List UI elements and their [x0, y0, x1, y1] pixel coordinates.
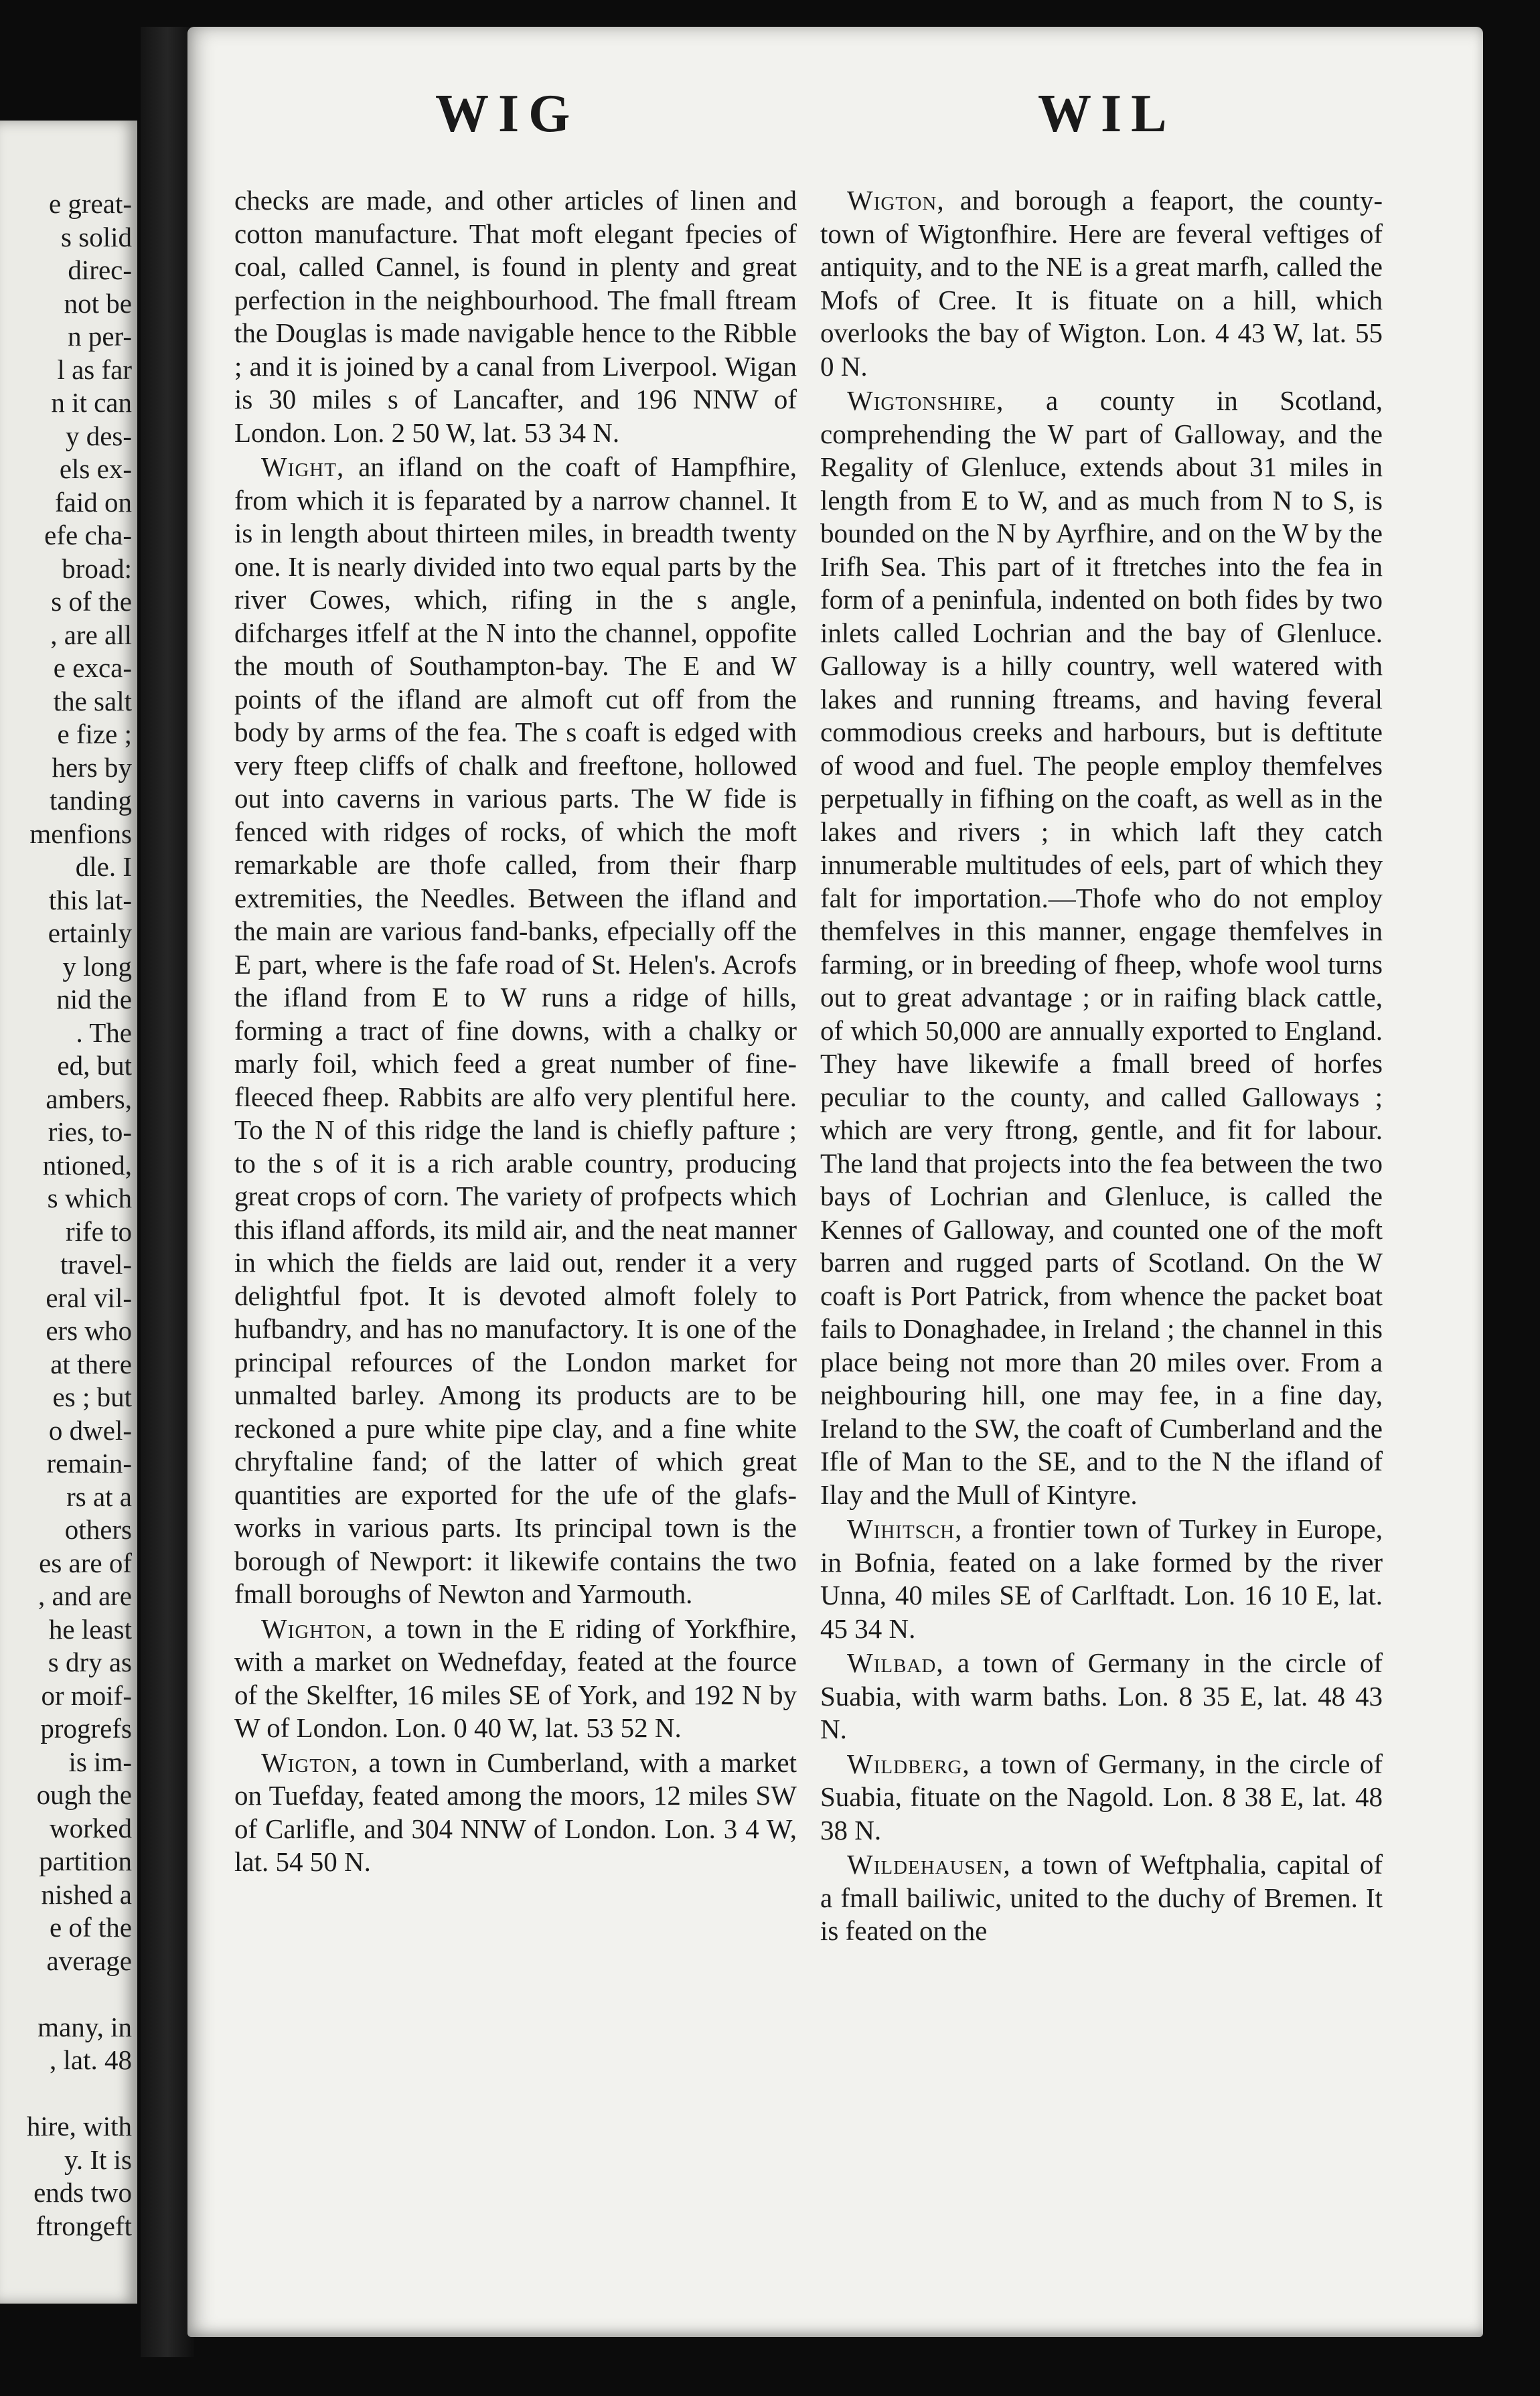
left-column [234, 184, 797, 1879]
entry-wigtonshire [820, 384, 1383, 1511]
entry-text: a town of Weftphalia, capital of a fmall bailiwic, united to the duchy of Bremen. It is feated on the [820, 1849, 1383, 1946]
left-fragment-line: ambers, [46, 1083, 132, 1114]
left-page-edge [0, 121, 137, 2304]
headword: Wight, [261, 451, 345, 482]
headword: Wigton, [261, 1746, 359, 1778]
page [187, 27, 1483, 2337]
left-page-text-fragment [0, 188, 132, 2243]
left-fragment-line: . The [76, 1017, 132, 1048]
left-fragment-line: direc- [68, 254, 132, 285]
left-fragment-line: , and are [38, 1580, 132, 1611]
left-fragment-line: , lat. 48 [50, 2044, 132, 2075]
left-fragment-line: average [46, 1945, 132, 1976]
left-fragment-line: y. It is [64, 2144, 132, 2175]
left-fragment-line: o dwel- [48, 1414, 132, 1446]
left-fragment-line: nished a [41, 1878, 132, 1910]
left-fragment-line: ries, to- [48, 1116, 132, 1147]
left-fragment-line: worked [50, 1812, 132, 1844]
left-fragment-line: ftrongeft [35, 2210, 132, 2241]
left-fragment-line: many, in [37, 2011, 132, 2042]
left-fragment-line: or moif- [41, 1679, 132, 1711]
left-fragment-line: els ex- [59, 453, 132, 484]
left-fragment-line: progrefs [40, 1713, 132, 1744]
entry-wildehausen [820, 1848, 1383, 1948]
entry-text: a town in Cumberland, with a market on Tuefday, feated among the moors, 12 miles SW of Carlifle, and 304 NNW of London. Lon. 3 4 W, lat. 54 50 N. [234, 1746, 797, 1877]
entry-wihitsch [820, 1513, 1383, 1645]
entry-text: a county in Scotland, comprehending the W part of Galloway, and the Regality of Glenluce, extends about 31 miles in length from E to W, and as much from N to S, is bounded on the N by Ayrfhire, and on the W by the Irifh Sea. This part of it ftretches into the fea in form of a peninfula, indented on both fides by two inlets called Lochrian and the bay of Glenluce. Galloway is a hilly country, well watered with lakes and running ftreams, and having feveral commodious creeks and harbours, but is deftitute of wood and fuel. The people employ themfelves perpetually in fifhing on the coaft, as well as in the lakes and rivers ; in which laft they catch innumerable multitudes of eels, part of which they falt for importation.—Thofe who do not employ themfelves in this manner, engage themfelves in farming, or in breeding of fheep, whofe wool turns out to great advantage ; or in raifing black cattle, of which 50,000 are annually exported to England. They have likewife a fmall breed of horfes peculiar to the county, and called Galloways ; which are very ftrong, gentle, and fit for labour. The land that projects into the fea between the two bays of Lochrian and Glenluce, is called the Kennes of Galloway, and counted one of the moft barren and rugged parts of Scotland. On the W coaft is Port Patrick, from whence the packet boat fails to Donaghadee, in Ireland ; the channel in this place being not more than 20 miles over. From a neighbouring hill, one may fee, in a fine day, Ireland to the SW, the coaft of Cumberland and the Ifle of Man to the SE, and to the N the ifland of Ilay and the Mull of Kintyre. [820, 385, 1383, 1510]
left-fragment-line: he least [48, 1613, 132, 1645]
left-fragment-line: l as far [57, 354, 132, 385]
left-fragment-line: broad: [62, 552, 132, 584]
entry-text: an ifland on the coaft of Hampfhire, from which it is feparated by a narrow channel. It is in length about thirteen miles, in breadth twenty one. It is nearly divided into two equal parts by the river Cowes, which, rifing in the s angle, difcharges itfelf at the N into the channel, oppofite the mouth of Southampton-bay. The E and W points of the ifland are almoft cut off from the body by arms of the fea. The s coaft is edged with very fteep cliffs of chalk and freeftone, hollowed out into caverns in various parts. The W fide is fenced with ridges of rocks, of which the moft remarkable are thofe called, from their fharp extremities, the Needles. Between the ifland and the main are various fand-banks, efpecially off the E part, where is the fafe road of St. Helen's. Acrofs the ifland from E to W runs a ridge of hills, forming a tract of fine downs, with a chalky or marly foil, which feed a great number of fine-fleeced fheep. Rabbits are alfo very plentiful here. To the N of this ridge the land is chiefly pafture ; to the s of it is a rich arable country, producing great crops of corn. The variety of profpects which this ifland affords, its mild air, and the neat manner in which the fields are laid out, render it a very delightful fpot. It is devoted almoft folely to hufbandry, and has no manufactory. It is one of the principal refources of the London market for unmalted barley. Among its products are to be reckoned a pure white pipe clay, and a fine white chryftaline fand; of the latter of which great quantities are exported for the ufe of the glafs-works in various parts. Its principal town is the borough of Newport: it likewife contains the two fmall boroughs of Newton and Yarmouth. [234, 451, 797, 1609]
left-fragment-line: rs at a [66, 1481, 132, 1512]
left-fragment-line: ntioned, [42, 1149, 132, 1181]
book-spine [141, 27, 194, 2357]
left-fragment-line: remain- [46, 1448, 132, 1479]
headword: Wigtonshire, [847, 385, 1004, 416]
left-fragment-line: s which [47, 1183, 132, 1213]
left-fragment-line: others [64, 1514, 132, 1545]
entry-wigton-scotland [820, 184, 1383, 383]
left-fragment-line: ertainly [48, 917, 132, 948]
left-fragment-line: s of the [51, 586, 132, 617]
entry-wilbad [820, 1647, 1383, 1746]
left-fragment-line: es ; but [52, 1381, 132, 1412]
left-fragment-line [0, 2077, 132, 2111]
left-fragment-line: n per- [68, 321, 132, 352]
left-fragment-line: nid the [56, 984, 132, 1015]
left-fragment-line: travel- [60, 1249, 132, 1280]
left-fragment-line: menfions [29, 818, 132, 849]
entry-wigton-cumberland [234, 1746, 797, 1879]
left-fragment-line: hire, with [26, 2111, 132, 2142]
left-fragment-line: at there [50, 1348, 132, 1379]
entry-text: and borough a feaport, the county-town of Wigtonfhire. Here are feveral veftiges of antiquity, and to the NE is a great marfh, called the Mofs of Cree. It is fituate on a hill, which overlooks the bay of Wigton. Lon. 4 43 W, lat. 55 0 N. [820, 185, 1383, 382]
entry-text: a frontier town of Turkey in Europe, in Bofnia, feated on a lake formed by the river Unna, 40 miles SE of Carlftadt. Lon. 16 10 E, lat. 45 34 N. [820, 1513, 1383, 1644]
left-fragment-line: y long [62, 950, 132, 982]
entry-wighton [234, 1613, 797, 1745]
entry-wight [234, 451, 797, 1611]
left-fragment-line: y des- [65, 420, 132, 451]
left-fragment-line: efe cha- [44, 520, 132, 550]
right-column [820, 184, 1383, 1948]
left-fragment-line: the salt [53, 685, 132, 717]
headword: Wilbad, [847, 1647, 944, 1678]
left-fragment-line: s solid [61, 221, 132, 252]
left-fragment-line: is im- [68, 1746, 132, 1777]
left-fragment-line: ed, but [57, 1050, 132, 1081]
left-fragment-line: ers who [46, 1315, 132, 1346]
entry-text: a town in the E riding of Yorkfhire, with a market on Wednefday, feated at the fource of the Skelfter, 16 miles SE of York, and 192 N by W of London. Lon. 0 40 W, lat. 53 52 N. [234, 1613, 797, 1743]
left-fragment-line: ends two [33, 2177, 132, 2208]
left-fragment-line: rife to [65, 1215, 132, 1247]
headword: Wihitsch, [847, 1513, 963, 1544]
left-fragment-line: e great- [48, 188, 132, 219]
left-fragment-line: tanding [50, 785, 132, 816]
entry-text: a town of Germany, in the circle of Suabia, fituate on the Nagold. Lon. 8 38 E, lat. 48 38 N. [820, 1748, 1383, 1846]
headword: Wigton, [847, 185, 945, 216]
left-fragment-line: not be [64, 287, 132, 319]
entry-text: a town of Germany in the circle of Suabia, with warm baths. Lon. 8 35 E, lat. 48 43 N. [820, 1647, 1383, 1744]
left-fragment-line: e exca- [53, 652, 132, 683]
left-fragment-line: dle. I [75, 851, 132, 882]
headword: Wildberg, [847, 1748, 970, 1779]
left-fragment-line: eral vil- [46, 1282, 132, 1313]
left-fragment-line: ough the [36, 1779, 132, 1810]
entry-wildberg [820, 1748, 1383, 1848]
left-fragment-line: e fize ; [57, 719, 132, 749]
left-fragment-line: n it can [51, 387, 132, 418]
running-head-right: WIL [1038, 84, 1176, 143]
left-fragment-line: this lat- [48, 884, 132, 915]
running-head-left: WIG [435, 84, 580, 143]
headword: Wildehausen, [847, 1849, 1011, 1880]
left-fragment-line: , are all [50, 619, 132, 650]
headword: Wighton, [261, 1613, 374, 1644]
left-fragment-line [0, 1977, 132, 2011]
left-fragment-line: hers by [52, 751, 132, 783]
left-fragment-line: e of the [50, 1912, 132, 1943]
left-fragment-line: faid on [55, 486, 132, 518]
left-fragment-line: partition [39, 1846, 132, 1876]
left-fragment-line: s dry as [48, 1647, 132, 1677]
wigan-continuation: checks are made, and other articles of linen and cotton manufacture. That moft elegant fpecies of coal, called Cannel, is found in plenty and great perfection in the neighbourhood. The fmall ftream the Douglas is made navigable hence to the Ribble ; and it is joined by a canal from Liverpool. Wigan is 30 miles s of Lancafter, and 196 NNW of London. Lon. 2 50 W, lat. 53 34 N. [234, 185, 797, 448]
left-fragment-line: es are of [39, 1547, 132, 1578]
